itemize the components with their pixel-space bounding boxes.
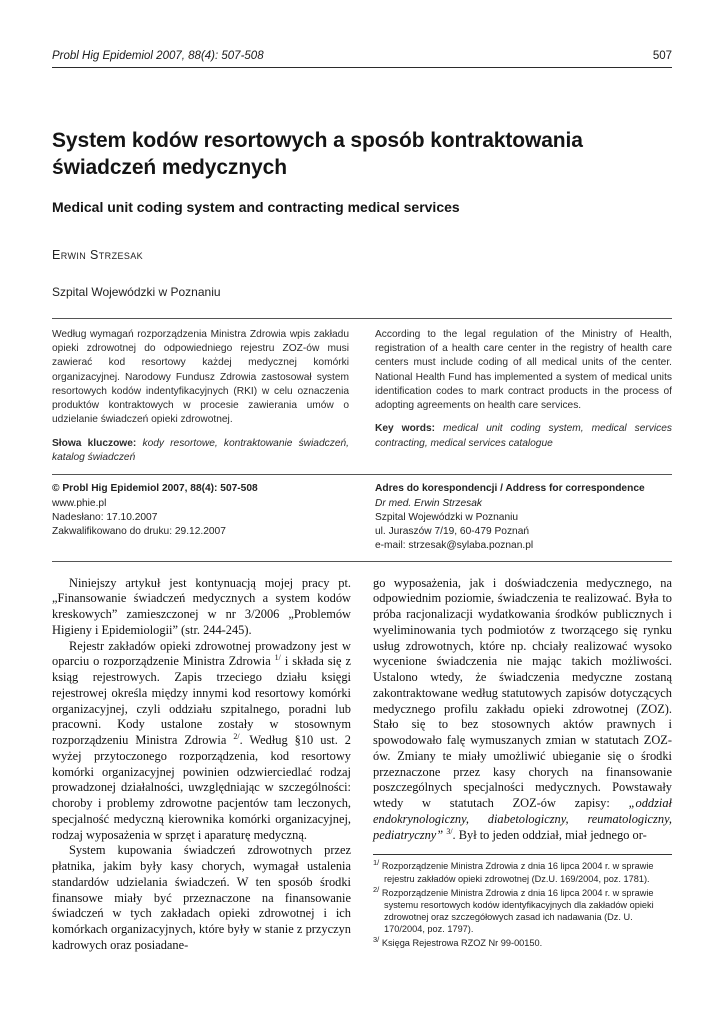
received-date: Nadesłano: 17.10.2007 (52, 511, 158, 523)
footnotes-section (373, 854, 672, 949)
accepted-date: Zakwalifikowano do druku: 29.12.2007 (52, 526, 226, 538)
footnote-ref-2: 2/ (233, 732, 240, 742)
keywords-pl-label: Słowa kluczowe: (52, 437, 137, 449)
divider (52, 561, 672, 562)
article-title-pl: System kodów resortowych a sposób kontraktowania świadczeń medycznych (52, 129, 583, 179)
footnote-ref-1: 1/ (274, 653, 281, 663)
keywords-en-text: medical unit coding system, medical services contracting, medical services catalogue (375, 423, 673, 449)
divider (52, 318, 672, 319)
paragraph-text: i składa się z ksiąg rejestrowych. Zapis trzeciego działu księgi rejestrowej określa między innymi kod resortowy komórki organizacyjnej, czyli oddziału szpitalnego, poradni lub pracowni. Kody ustalone zostały w stosownym rozporządzeniu Ministra Zdrowia (52, 654, 351, 748)
page-header (52, 50, 672, 62)
body-column-right (373, 576, 672, 954)
footnote (373, 937, 672, 949)
footnote-ref-3: 3/ (446, 826, 453, 836)
journal-website: www.phie.pl (52, 497, 107, 509)
abstract-pl-text: Według wymagań rozporządzenia Ministra Zdrowia wpis zakładu opieki zdrowotnej do odpowiedniego rejestru ZOZ-ów musi zawierać kod resortowy każdej medycznej komórki organizacyjnej. Narodowy Fundusz Zdrowia zastosował system resortowych kodów indentyfikacyjnych (RKI) w celu oznaczenia produktów kontraktowych w procesie zawierania umów o udzielanie świadczeń opieki zdrowotnej. (52, 328, 349, 426)
paragraph-text: . Był to jeden oddział, miał jednego or- (452, 827, 647, 842)
body-paragraph-continuation (373, 576, 672, 844)
paragraph-text: go wyposażenia, jak i doświadczenia medycznego, na odpowiednim poziomie, świadczenia te realizować. Była to próba racjonalizacji wydatkowania środków publicznych i wyeliminowania tych podmiotów z tworzącego się rynku usług zdrowotnych, które np. chciały realizować wysoko wycenione świadczenia nie mając takich możliwości. Ustalono wtedy, że świadczenia medyczne zostaną zakontraktowane według statutowych zapisów dotyczących medycznego profilu zakładu opieki zdrowotnej (ZOZ). Stało się to bez stosownych aktów prawnych i spowodowało falę wymuszanych zmian w statutach ZOZ-ów. Zmiany te miały umożliwić ubieganie się o środki przeznaczone przez kasy chorych na finansowanie poszczególnych specjalności medycznych. Powstawały wtedy w statutach ZOZ-ów zapisy: (373, 575, 672, 811)
footnote-marker: 3/ (373, 935, 380, 945)
footnote (373, 860, 672, 884)
statute-quote: „oddział endokrynologiczny, diabetologiczny, reumatologiczny, pediatryczny” (373, 796, 672, 842)
journal-reference: Probl Hig Epidemiol 2007, 88(4): 507-508 (52, 50, 264, 62)
body-paragraph-registry (52, 639, 351, 844)
correspondence-block (375, 482, 672, 553)
author-name: Erwin Strzesak (52, 247, 144, 262)
body-column-left (52, 576, 351, 954)
paragraph-text: . Według §10 ust. 2 wyżej przytoczonego rozporządzenia, kod resortowy komórki organizacyjnej powinien odzwierciedlać rodzaj prowadzonej działalności, uwzględniając w szczególności: choroby i problemy zdrowotne pacjentów tam leczonych, specjalność medyczną kierownika komórki organizacyjnej, rodzaj wyposażenia w sprzęt i aparaturę medyczną. (52, 733, 351, 842)
keywords-en-label: Key words: (375, 423, 436, 435)
correspondence-affiliation: Szpital Wojewódzki w Poznaniu (375, 511, 519, 523)
article-body (52, 576, 672, 954)
divider (52, 474, 672, 475)
correspondence-address: ul. Juraszów 7/19, 60-479 Poznań (375, 526, 530, 538)
body-paragraph-intro: Niniejszy artykuł jest kontynuacją mojej pracy pt. „Finansowanie świadczeń medycznych a system kodów kreskowych” zamieszczonej w nr 3/2006 „Problemów Higieny i Epidemiologii” (str. 244-245). (52, 575, 351, 637)
footnote-text: Księga Rejestrowa RZOZ Nr 99-00150. (381, 938, 543, 949)
keywords-pl (52, 437, 349, 466)
page-number: 507 (652, 50, 672, 62)
abstract-en-text: According to the legal regulation of the Ministry of Health, registration of a health care center in the registry of health care centers must include coding of all medical units of the center. National Health Fund has implemented a system of medical units identification codes to mark contract products in the process of adopting agreements on health care services. (375, 328, 672, 412)
correspondence-name: Dr med. Erwin Strzesak (375, 497, 482, 509)
meta-left (52, 482, 349, 553)
meta-section (52, 482, 672, 553)
copyright-line: © Probl Hig Epidemiol 2007, 88(4): 507-508 (52, 483, 258, 495)
abstract-pl (52, 328, 349, 466)
abstracts-section (52, 328, 672, 466)
abstract-en (375, 328, 672, 466)
footnote (373, 884, 672, 936)
correspondence-email: e-mail: strzesak@sylaba.poznan.pl (375, 540, 534, 552)
keywords-en (375, 422, 672, 451)
footnote-text: Rozporządzenie Ministra Zdrowia z dnia 16 lipca 2004 r. w sprawie rejestru zakładów opieki zdrowotnej (Dz.U. 169/2004, poz. 1781). (381, 861, 654, 884)
correspondence-label: Adres do korespondencji / Address for correspondence (375, 483, 645, 495)
keywords-pl-text: kody resortowe, kontraktowanie świadczeń, katalog świadczeń (52, 437, 349, 463)
article-title-en: Medical unit coding system and contracting medical services (52, 198, 460, 215)
footnote-marker: 2/ (373, 884, 380, 894)
header-rule (52, 67, 672, 68)
author-affiliation: Szpital Wojewódzki w Poznaniu (52, 284, 221, 299)
footnote-text: Rozporządzenie Ministra Zdrowia z dnia 16 lipca 2004 r. w sprawie systemu resortowych kodów identyfikacyjnych dla zakładów opieki zdrowotnej oraz szczegółowych zasad ich nadawania (Dz. U. 170/2004, poz. 1797). (381, 887, 654, 935)
footnote-marker: 1/ (373, 858, 380, 868)
paragraph-text: Rejestr zakładów opieki zdrowotnej prowadzony jest w oparciu o rozporządzenie Ministra Zdrowia (52, 638, 351, 669)
body-paragraph-purchasing: System kupowania świadczeń zdrowotnych przez płatnika, jakim były kasy chorych, wymagał ustalenia standardów udzielania świadczeń. W ten sposób środki finansowe miały być przeznaczone na finansowanie świadczeń w tych zakładach opieki zdrowotnej i ich komórkach organizacyjnych, które były w stanie z przyczyn kadrowych oraz posiadane- (52, 843, 351, 952)
